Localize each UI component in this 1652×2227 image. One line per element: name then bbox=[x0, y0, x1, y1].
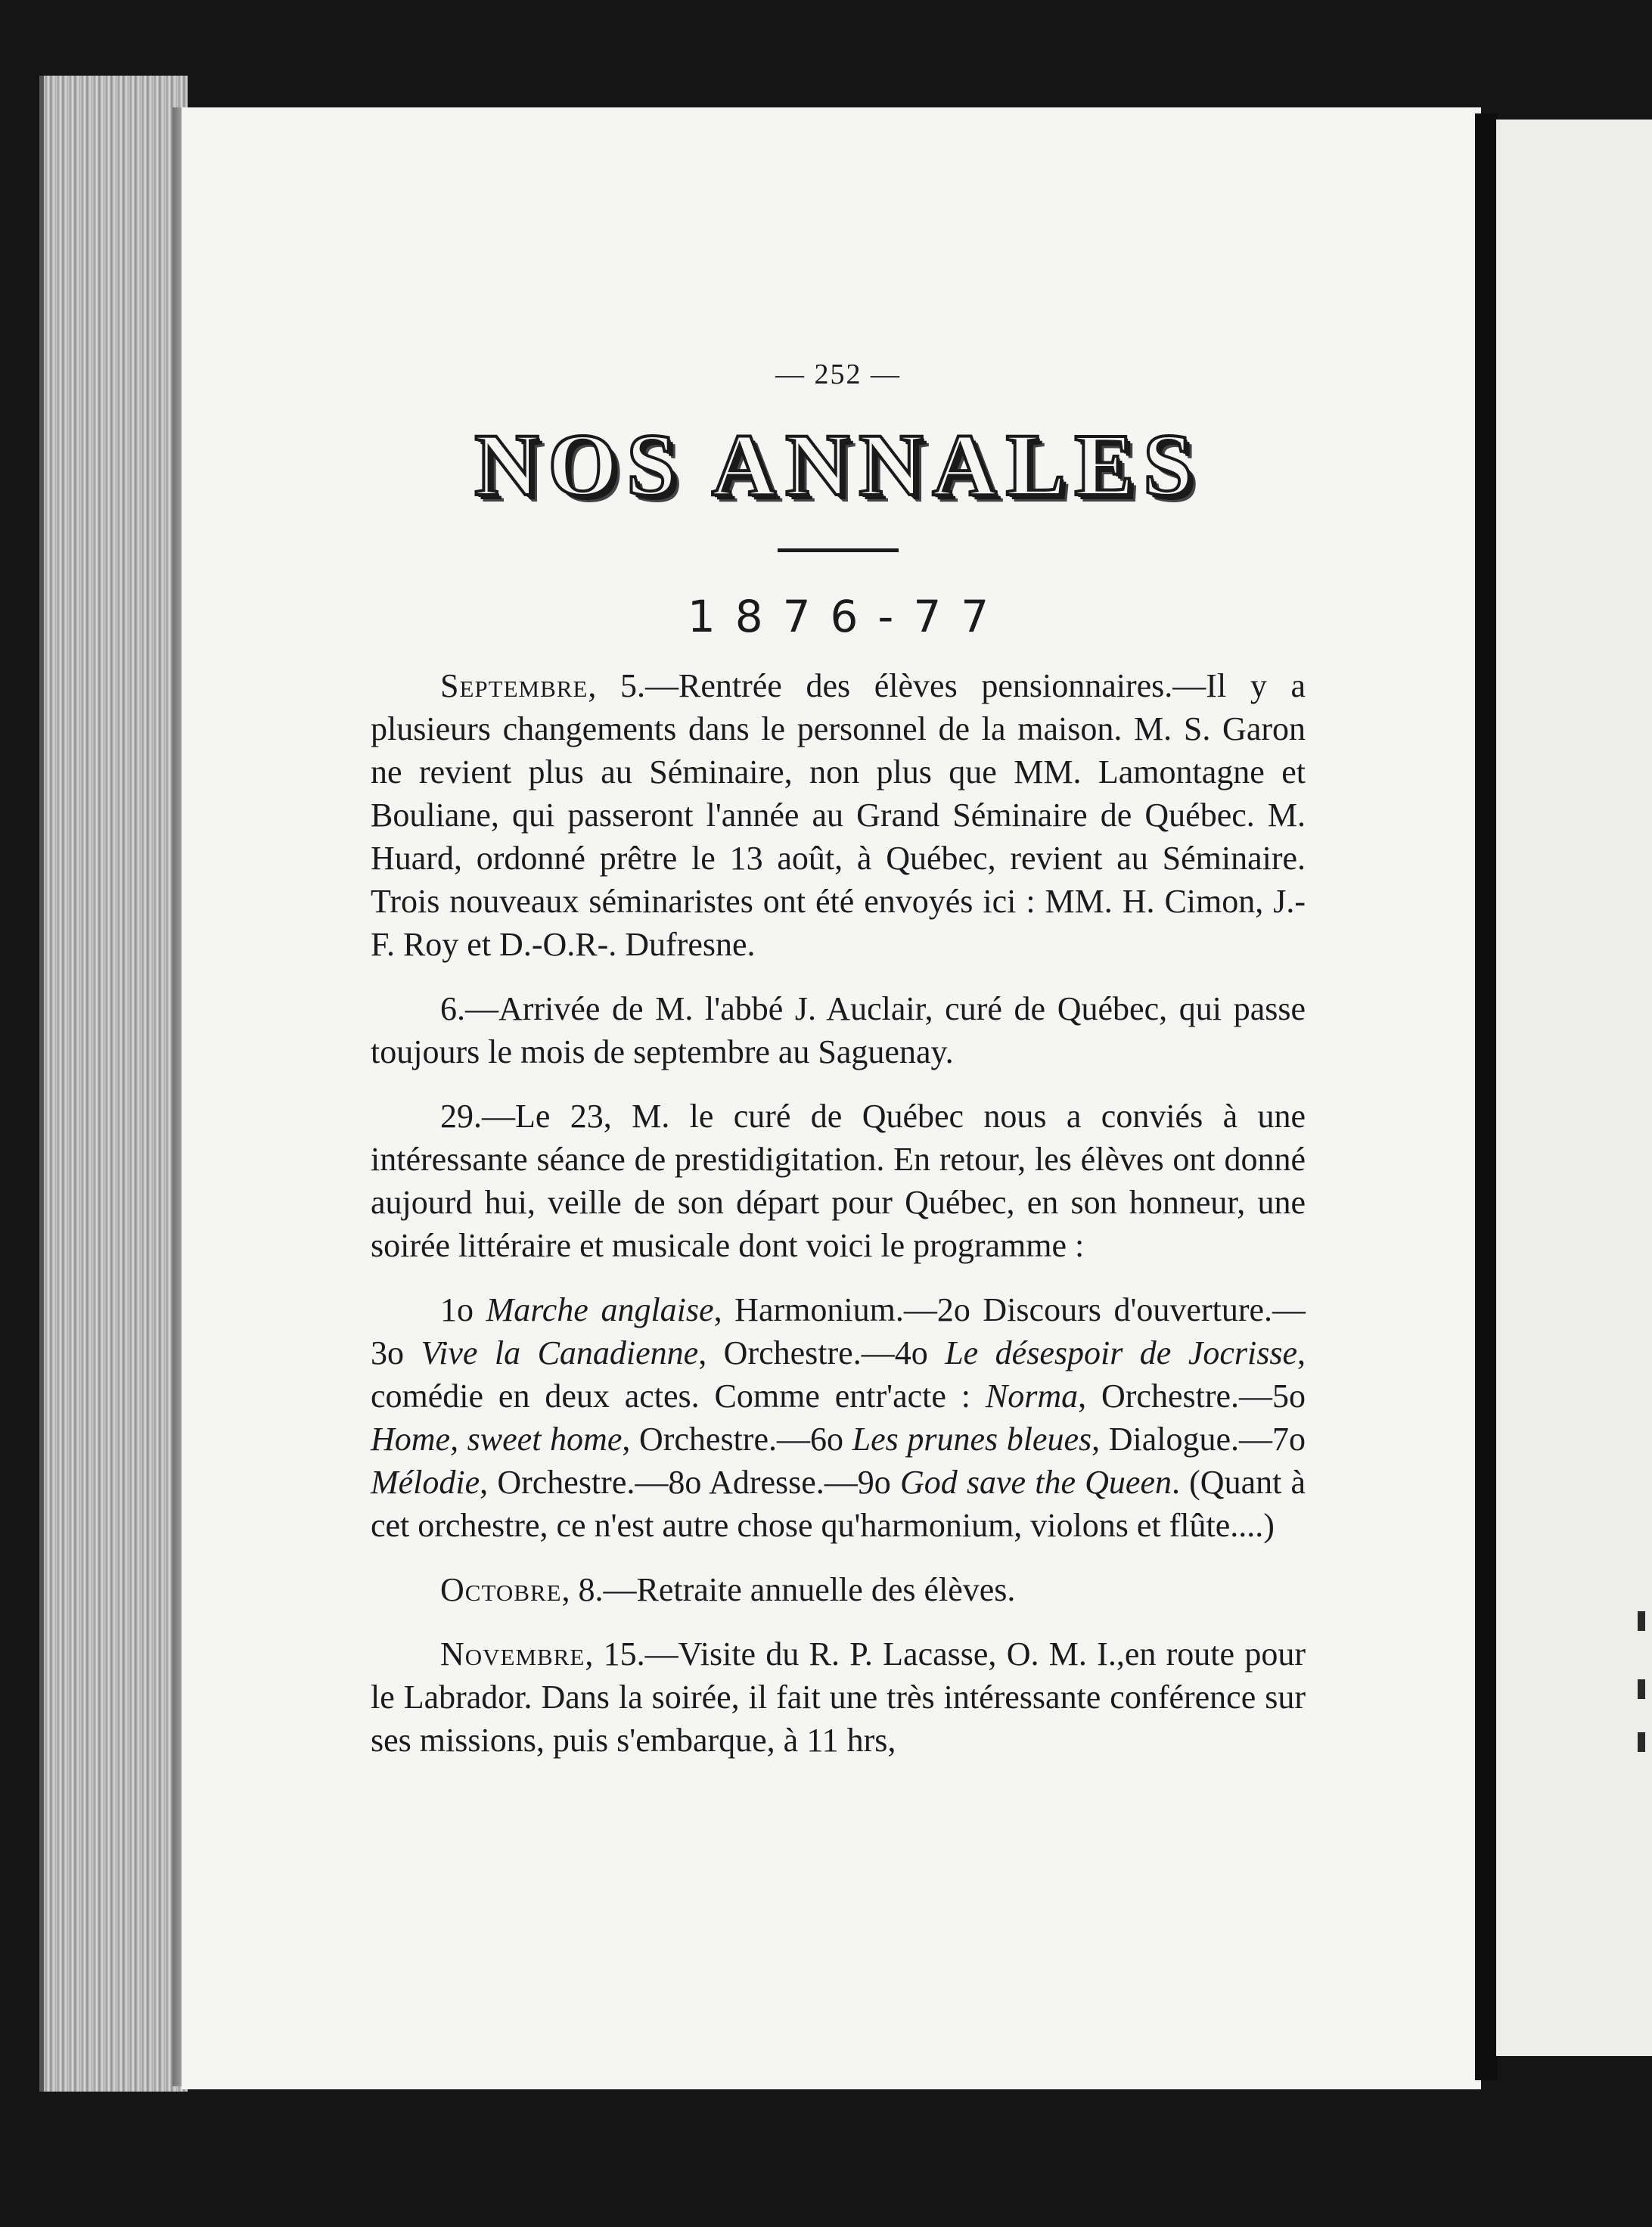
entry-text: , 15.—Visite du R. P. Lacasse, O. M. I.,en route pour le Labrador. Dans la soirée, il fait une très intéressante conférence sur ses missions, puis s'embarque, à 11 hrs, bbox=[371, 1635, 1306, 1759]
program-text: , comédie en deux actes. Comme entr'acte : bbox=[371, 1334, 1306, 1415]
facing-page-text-fragment bbox=[1638, 1611, 1645, 1631]
entry-text: 29.—Le 23, M. le curé de Québec nous a conviés à une intéressante séance de prestidigitation. En retour, les élèves ont donné aujourd hui, veille de son départ pour Québec, en son honneur, une soirée littéraire et musicale dont voici le programme : bbox=[371, 1098, 1306, 1264]
month-label: Novembre bbox=[440, 1635, 585, 1673]
program-title: Mélodie bbox=[371, 1464, 480, 1501]
page-title: NOS ANNALES bbox=[474, 415, 1202, 514]
program-text: , Dialogue.—7o bbox=[1092, 1421, 1306, 1458]
entry-29 bbox=[371, 1095, 1306, 1267]
program-list bbox=[371, 1288, 1306, 1547]
page-text-column bbox=[371, 356, 1306, 1762]
page-number: — 252 — bbox=[775, 359, 901, 390]
program-text: , Orchestre.—4o bbox=[698, 1334, 946, 1371]
program-title: Vive la Canadienne bbox=[421, 1334, 699, 1371]
program-title: Norma bbox=[985, 1378, 1079, 1415]
program-title: God save the Queen bbox=[899, 1464, 1172, 1501]
program-text: . (Quant à cet orchestre, ce n'est autre chose qu'harmonium, violons et flûte....) bbox=[371, 1464, 1306, 1544]
month-label: Octobre bbox=[440, 1571, 562, 1608]
program-text: , Orchestre.—6o bbox=[622, 1421, 852, 1458]
year-heading: 1876-77 bbox=[687, 591, 1009, 642]
entry-text: 6.—Arrivée de M. l'abbé J. Auclair, curé de Québec, qui passe toujours le mois de septembre au Saguenay. bbox=[371, 990, 1306, 1070]
book-gutter bbox=[1475, 113, 1498, 2080]
month-label: Septembre bbox=[440, 667, 588, 704]
facing-page bbox=[1496, 120, 1652, 2056]
entry-novembre-15 bbox=[371, 1632, 1306, 1762]
entry-octobre-8 bbox=[371, 1568, 1306, 1611]
entry-text: , 5.—Rentrée des élèves pensionnaires.—Il y a plusieurs changements dans le personnel de la maison. M. S. Garon ne revient plus au Séminaire, non plus que MM. Lamontagne et Bouliane, qui passeront l'année au Grand Séminaire de Québec. M. Huard, ordonné prêtre le 13 août, à Québec, revient au Séminaire. Trois nouveaux séminaristes ont été envoyés ici : MM. H. Cimon, J.-F. Roy et D.-O.R-. Dufresne. bbox=[371, 667, 1306, 963]
facing-page-text-fragment bbox=[1638, 1679, 1645, 1699]
title-divider bbox=[778, 548, 899, 552]
program-text: 1o bbox=[440, 1291, 486, 1328]
entry-text: , 8.—Retraite annuelle des élèves. bbox=[561, 1571, 1016, 1608]
program-title: Le désespoir de Jocrisse bbox=[945, 1334, 1297, 1371]
book-page-edges bbox=[39, 76, 188, 2092]
facing-page-text-fragment bbox=[1638, 1732, 1645, 1752]
program-text: , Orchestre.—5o bbox=[1078, 1378, 1306, 1415]
program-title: Marche anglaise bbox=[486, 1291, 714, 1328]
program-title: Home, sweet home bbox=[371, 1421, 623, 1458]
program-text: , Orchestre.—8o Adresse.—9o bbox=[480, 1464, 900, 1501]
program-title: Les prunes bleues bbox=[852, 1421, 1092, 1458]
entry-6 bbox=[371, 987, 1306, 1073]
program-text: , Harmonium.—2o Discours d'ouverture.—3o bbox=[371, 1291, 1306, 1371]
entry-septembre-5 bbox=[371, 664, 1306, 966]
